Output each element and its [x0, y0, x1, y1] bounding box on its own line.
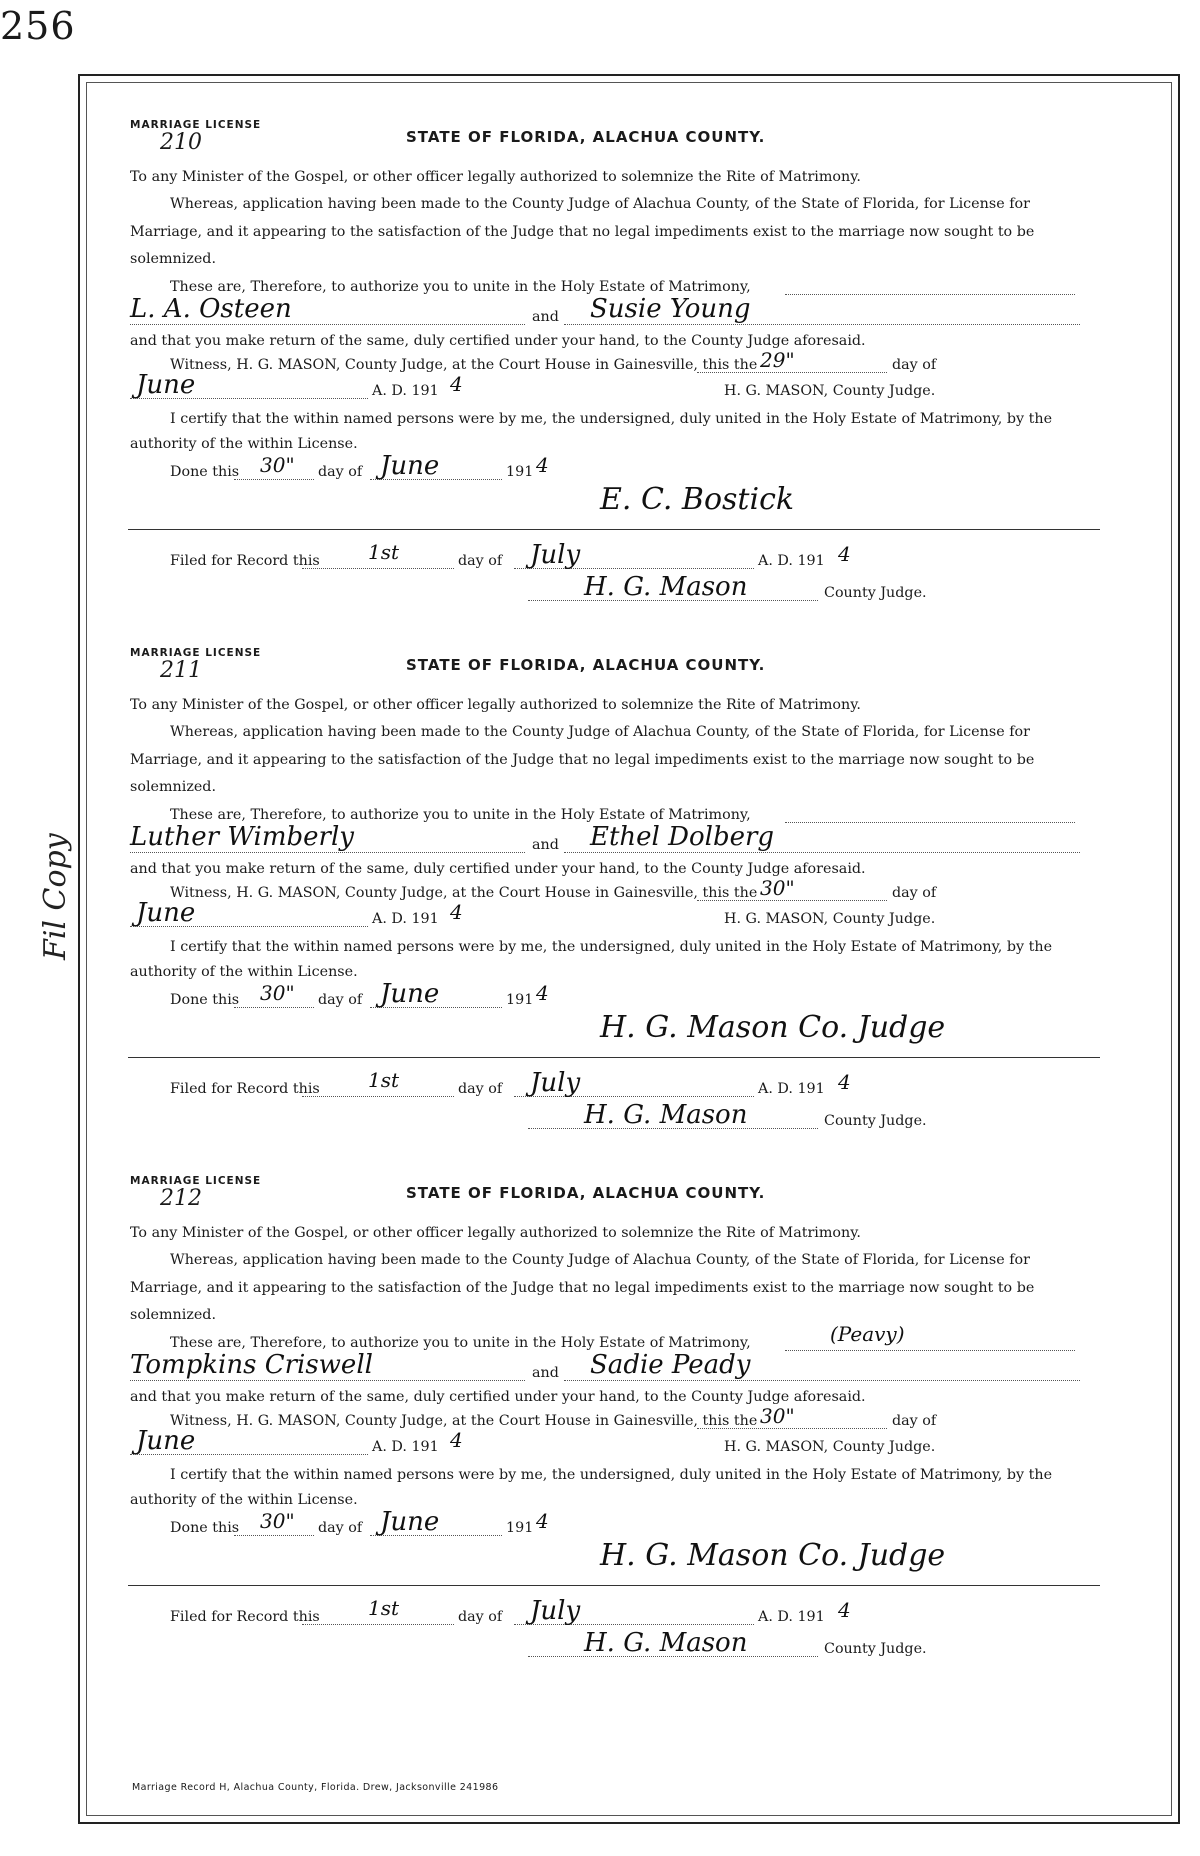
and-label: and — [532, 309, 559, 326]
whereas-line: Marriage, and it appearing to the satisfaction of the Judge that no legal impediments exist to the marriage now sought to be — [130, 1279, 1035, 1296]
done-month: June — [380, 451, 440, 482]
done-year-prefix: 191 — [506, 992, 534, 1009]
certify-line: authority of the within License. — [130, 435, 358, 452]
license-block — [130, 1176, 1080, 1664]
day-of-label: day of — [892, 357, 937, 374]
done-month: June — [380, 979, 440, 1010]
day-of-label: day of — [458, 553, 503, 570]
license-number: 210 — [160, 130, 202, 155]
witness-year: 4 — [450, 900, 463, 925]
license-header — [130, 120, 1080, 164]
certify-line: authority of the within License. — [130, 963, 358, 980]
whereas-line: solemnized. — [130, 1306, 217, 1323]
witness-line: Witness, H. G. MASON, County Judge, at the Court House in Gainesville, this the — [170, 357, 758, 374]
day-of-label: day of — [318, 1520, 363, 1537]
filed-month: July — [530, 1068, 581, 1099]
done-this-label: Done this — [170, 1520, 240, 1537]
certify-line: I certify that the within named persons were by me, the undersigned, duly united in the Holy Estate of Matrimony, by the — [170, 411, 1053, 428]
filed-day: 1st — [368, 1596, 400, 1621]
witness-day: 30" — [760, 1404, 795, 1429]
county-judge-label: County Judge. — [824, 1113, 927, 1130]
done-year: 4 — [536, 981, 549, 1006]
return-line: and that you make return of the same, duly certified under your hand, to the County Judge aforesaid. — [130, 1389, 866, 1406]
done-year-prefix: 191 — [506, 1520, 534, 1537]
day-of-label: day of — [458, 1609, 503, 1626]
license-label: MARRIAGE LICENSE — [130, 119, 262, 131]
bride-name: Susie Young — [590, 294, 751, 325]
and-label: and — [532, 1365, 559, 1382]
license-header — [130, 648, 1080, 692]
done-month: June — [380, 1507, 440, 1538]
address-line: To any Minister of the Gospel, or other officer legally authorized to solemnize the Rite of Matrimony. — [130, 1225, 861, 1241]
filed-label: Filed for Record this — [170, 553, 320, 570]
witness-day: 30" — [760, 876, 795, 901]
filed-month: July — [530, 540, 581, 571]
license-title: STATE OF FLORIDA, ALACHUA COUNTY. — [406, 1184, 766, 1202]
filed-month: July — [530, 1596, 581, 1627]
section-divider — [128, 1585, 1100, 1586]
whereas-line: Marriage, and it appearing to the satisfaction of the Judge that no legal impediments exist to the marriage now sought to be — [130, 751, 1035, 768]
license-title: STATE OF FLORIDA, ALACHUA COUNTY. — [406, 128, 766, 146]
day-of-label: day of — [318, 992, 363, 1009]
whereas-line: Marriage, and it appearing to the satisfaction of the Judge that no legal impediments exist to the marriage now sought to be — [130, 223, 1035, 240]
license-number: 211 — [160, 658, 202, 683]
and-label: and — [532, 837, 559, 854]
witness-day: 29" — [760, 348, 795, 373]
ad-label: A. D. 191 — [758, 1609, 825, 1626]
license-label: MARRIAGE LICENSE — [130, 1175, 262, 1187]
footer-note: Marriage Record H, Alachua County, Florida. Drew, Jacksonville 241986 — [132, 1782, 499, 1793]
witness-year: 4 — [450, 1428, 463, 1453]
filed-label: Filed for Record this — [170, 1081, 320, 1098]
whereas-line: Whereas, application having been made to the County Judge of Alachua County, of the State of Florida, for License for — [170, 1252, 1030, 1269]
filed-day: 1st — [368, 1068, 400, 1093]
ad-label: A. D. 191 — [372, 911, 439, 928]
day-of-label: day of — [458, 1081, 503, 1098]
authorize-line: These are, Therefore, to authorize you to unite in the Holy Estate of Matrimony, — [170, 807, 751, 824]
day-of-label: day of — [892, 1413, 937, 1430]
page-number: 256 — [0, 4, 76, 48]
day-of-label: day of — [892, 885, 937, 902]
officiant-signature: H. G. Mason Co. Judge — [600, 1538, 946, 1574]
certify-line: authority of the within License. — [130, 1491, 358, 1508]
license-label: MARRIAGE LICENSE — [130, 647, 262, 659]
bride-name: Sadie Peady — [590, 1350, 751, 1381]
return-line: and that you make return of the same, duly certified under your hand, to the County Judge aforesaid. — [130, 333, 866, 350]
filed-signature: H. G. Mason — [584, 572, 748, 603]
done-day: 30" — [260, 981, 295, 1006]
done-day: 30" — [260, 453, 295, 478]
groom-name: Luther Wimberly — [130, 822, 354, 853]
certify-line: I certify that the within named persons were by me, the undersigned, duly united in the Holy Estate of Matrimony, by the — [170, 1467, 1053, 1484]
witness-month: June — [136, 1426, 196, 1457]
address-line: To any Minister of the Gospel, or other officer legally authorized to solemnize the Rite of Matrimony. — [130, 169, 861, 185]
witness-month: June — [136, 370, 196, 401]
done-this-label: Done this — [170, 992, 240, 1009]
filed-year: 4 — [838, 542, 851, 567]
section-divider — [128, 1057, 1100, 1058]
witness-year: 4 — [450, 372, 463, 397]
county-judge-label: County Judge. — [824, 585, 927, 602]
return-line: and that you make return of the same, duly certified under your hand, to the County Judge aforesaid. — [130, 861, 866, 878]
license-block — [130, 648, 1080, 1136]
witness-line: Witness, H. G. MASON, County Judge, at the Court House in Gainesville, this the — [170, 1413, 758, 1430]
whereas-line: solemnized. — [130, 778, 217, 795]
section-divider — [128, 529, 1100, 530]
whereas-line: Whereas, application having been made to the County Judge of Alachua County, of the State of Florida, for License for — [170, 724, 1030, 741]
ad-label: A. D. 191 — [372, 1439, 439, 1456]
officiant-signature: H. G. Mason Co. Judge — [600, 1010, 946, 1046]
address-line: To any Minister of the Gospel, or other officer legally authorized to solemnize the Rite of Matrimony. — [130, 697, 861, 713]
witness-line: Witness, H. G. MASON, County Judge, at the Court House in Gainesville, this the — [170, 885, 758, 902]
officiant-signature: E. C. Bostick — [600, 482, 795, 518]
done-day: 30" — [260, 1509, 295, 1534]
authorize-line: These are, Therefore, to authorize you to unite in the Holy Estate of Matrimony, — [170, 1335, 751, 1352]
done-year: 4 — [536, 453, 549, 478]
county-judge-label: County Judge. — [824, 1641, 927, 1658]
bride-name: Ethel Dolberg — [590, 822, 775, 853]
bride-name-note: (Peavy) — [830, 1322, 905, 1347]
filed-year: 4 — [838, 1070, 851, 1095]
judge-label: H. G. MASON, County Judge. — [724, 911, 936, 928]
filed-signature: H. G. Mason — [584, 1100, 748, 1131]
filed-day: 1st — [368, 540, 400, 565]
whereas-line: solemnized. — [130, 250, 217, 267]
witness-month: June — [136, 898, 196, 929]
judge-label: H. G. MASON, County Judge. — [724, 383, 936, 400]
margin-note: Fil Copy — [38, 833, 73, 960]
authorize-line: These are, Therefore, to authorize you to unite in the Holy Estate of Matrimony, — [170, 279, 751, 296]
groom-name: L. A. Osteen — [130, 294, 292, 325]
license-block — [130, 120, 1080, 608]
judge-label: H. G. MASON, County Judge. — [724, 1439, 936, 1456]
day-of-label: day of — [318, 464, 363, 481]
license-title: STATE OF FLORIDA, ALACHUA COUNTY. — [406, 656, 766, 674]
license-number: 212 — [160, 1186, 202, 1211]
groom-name: Tompkins Criswell — [130, 1350, 373, 1381]
done-year: 4 — [536, 1509, 549, 1534]
filed-label: Filed for Record this — [170, 1609, 320, 1626]
license-header — [130, 1176, 1080, 1220]
done-this-label: Done this — [170, 464, 240, 481]
ad-label: A. D. 191 — [758, 553, 825, 570]
certify-line: I certify that the within named persons were by me, the undersigned, duly united in the Holy Estate of Matrimony, by the — [170, 939, 1053, 956]
filed-signature: H. G. Mason — [584, 1628, 748, 1659]
whereas-line: Whereas, application having been made to the County Judge of Alachua County, of the State of Florida, for License for — [170, 196, 1030, 213]
done-year-prefix: 191 — [506, 464, 534, 481]
filed-year: 4 — [838, 1598, 851, 1623]
ad-label: A. D. 191 — [372, 383, 439, 400]
ad-label: A. D. 191 — [758, 1081, 825, 1098]
